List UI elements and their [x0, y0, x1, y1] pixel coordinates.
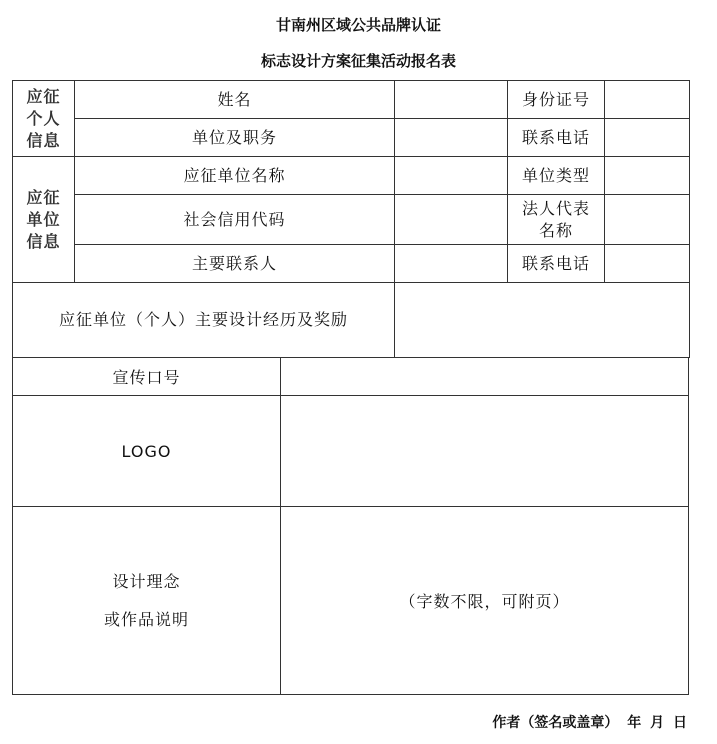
registration-form-table — [12, 80, 690, 358]
legal-rep-label — [508, 195, 605, 245]
row-contact — [13, 245, 690, 283]
design-concept-label — [13, 507, 280, 694]
contact-person-label: 主要联系人 — [75, 245, 395, 283]
design-concept-note: （字数不限，可附页） — [399, 592, 570, 611]
group-label-line: 信息 — [26, 231, 61, 251]
organization-info-group-label — [13, 157, 75, 283]
unit-position-field[interactable] — [395, 119, 508, 157]
slogan-label: 宣传口号 — [112, 367, 181, 387]
org-type-field[interactable] — [605, 157, 690, 195]
signature-line — [492, 712, 687, 732]
design-concept-label-line2: 或作品说明 — [103, 609, 189, 629]
experience-field[interactable] — [395, 283, 690, 358]
credit-code-field[interactable] — [395, 195, 508, 245]
legal-rep-field[interactable] — [605, 195, 690, 245]
org-phone-field[interactable] — [605, 245, 690, 283]
design-concept-label-line1: 设计理念 — [112, 571, 181, 591]
form-title-line2: 标志设计方案征集活动报名表 — [260, 52, 456, 70]
form-title-line1: 甘南州区域公共品牌认证 — [275, 16, 441, 34]
name-label: 姓名 — [75, 81, 395, 119]
group-label-line: 应征 — [26, 187, 61, 207]
org-type-label: 单位类型 — [508, 157, 605, 195]
group-label-line: 单位 — [26, 209, 61, 229]
org-name-field[interactable] — [395, 157, 508, 195]
design-concept-field[interactable] — [281, 507, 688, 694]
id-number-field[interactable] — [605, 81, 690, 119]
day-label: 日 — [673, 715, 687, 731]
row-credit-code — [13, 195, 690, 245]
individual-phone-label: 联系电话 — [508, 119, 605, 157]
row-name — [13, 81, 690, 119]
org-name-label: 应征单位名称 — [75, 157, 395, 195]
individual-info-group-label — [13, 81, 75, 157]
name-field[interactable] — [395, 81, 508, 119]
signature-label: 作者（签名或盖章） — [492, 715, 619, 731]
legal-rep-label-line: 法人代表 — [521, 198, 590, 218]
month-label: 月 — [650, 715, 665, 731]
credit-code-label: 社会信用代码 — [75, 195, 395, 245]
logo-field[interactable] — [281, 396, 688, 506]
experience-label: 应征单位（个人）主要设计经历及奖励 — [13, 283, 395, 358]
group-label-line: 个人 — [26, 108, 61, 128]
row-org-name — [13, 157, 690, 195]
legal-rep-label-line: 名称 — [538, 220, 573, 240]
group-label-line: 应征 — [26, 86, 61, 106]
design-section — [12, 357, 689, 695]
year-label: 年 — [627, 715, 642, 731]
group-label-line: 信息 — [26, 130, 61, 150]
individual-phone-field[interactable] — [605, 119, 690, 157]
slogan-field[interactable] — [281, 357, 688, 395]
org-phone-label: 联系电话 — [508, 245, 605, 283]
contact-person-field[interactable] — [395, 245, 508, 283]
logo-label: LOGO — [121, 441, 172, 461]
unit-position-label: 单位及职务 — [75, 119, 395, 157]
row-experience — [13, 283, 690, 358]
id-number-label: 身份证号 — [508, 81, 605, 119]
row-unit-position — [13, 119, 690, 157]
